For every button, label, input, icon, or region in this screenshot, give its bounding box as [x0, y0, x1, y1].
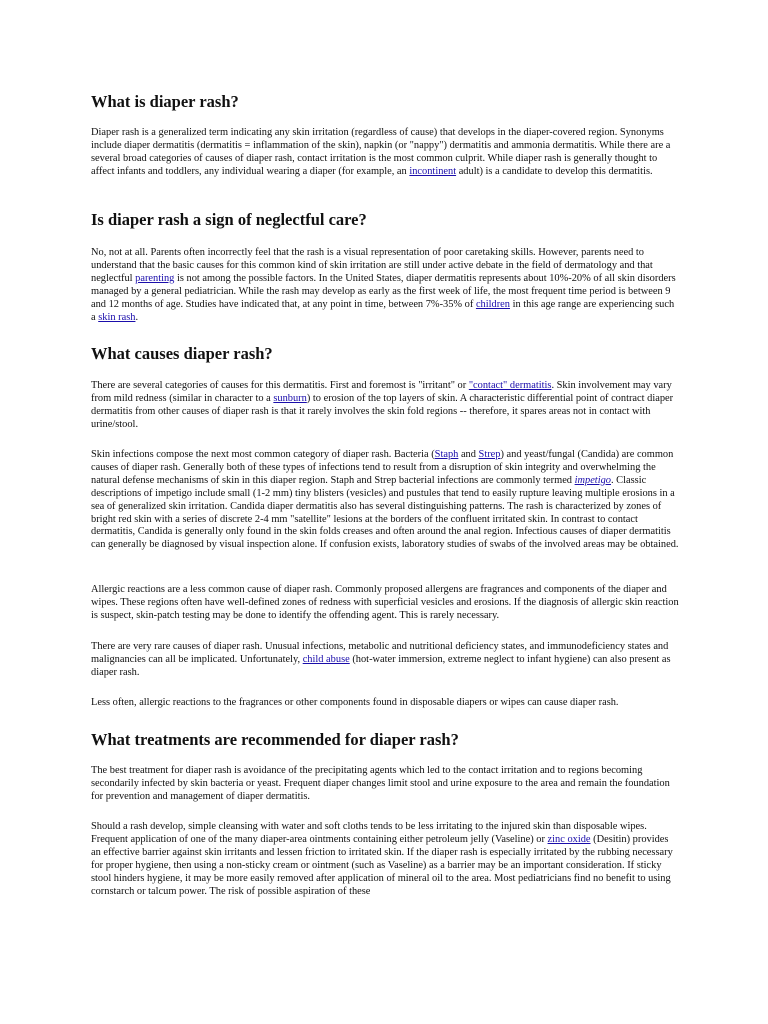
- paragraph-text: Skin infections compose the next most common category of diaper rash. Bacteria (: [91, 449, 435, 460]
- paragraph-text: . Classic descriptions of impetigo include small (1-2 mm) tiny blisters (vesicles) and pustules that tend to easily rupture leaving multiple erosions in a sea of generalized skin irritation. Candida diaper dermatitis also has several distinguishing patterns. The rash is characterized by zones of bright red skin with a series of discrete 2-4 mm "satellite" lesions at the borders of the confluent irritated skin. In contrast to contact dermatitis, Candida is generally only found in the skin folds creases and often around the anal region. Infectious causes of diaper dermatitis can generally be diagnosed by visual inspection alone. If confusion exists, laboratory studies of swabs of the involved areas may be obtained.: [91, 474, 679, 551]
- link-sunburn[interactable]: sunburn: [273, 392, 307, 404]
- paragraph-text: (Desitin) provides an effective barrier against skin irritants and lessen friction to irritated skin. If the diaper rash is especially irritated by the rubbing necessary for proper hygiene, then using a non-sticky cream or ointment (such as Vaseline) as a barrier may be an important consideration. If sticky stool hinders hygiene, it may be more easily removed after application of mineral oil to the area. Most pediatricians find no benefit to using cornstarch or talcum power. The risk of possible aspiration of these: [91, 833, 676, 897]
- paragraph-neglect: [91, 247, 679, 324]
- paragraph-text: The best treatment for diaper rash is avoidance of the precipitating agents which led to the contact irritation and to regions becoming secondarily infected by skin bacteria or yeast. Frequent diaper changes limit stool and urine exposure to the area and remain the foundation for prevention and management of diaper dermatitis.: [91, 765, 670, 802]
- paragraph-allergic-reactions: [91, 584, 679, 623]
- paragraph-text: There are very rare causes of diaper rash. Unusual infections, metabolic and nutritional deficiency states, and immunodeficiency states and malignancies can all be implicated. Unfortunately,: [91, 641, 671, 665]
- heading-what-is-diaper-rash: [91, 92, 679, 112]
- paragraph-text: and: [458, 449, 479, 460]
- link-staph[interactable]: Staph: [434, 449, 459, 460]
- paragraph-skin-infections: [91, 449, 679, 552]
- link-children[interactable]: children: [475, 298, 510, 310]
- paragraph-text: No, not at all. Parents often incorrectly feel that the rash is a visual representation of poor caretaking skills. However, parents need to understand that the basic causes for this common kind of skin irritation are still under active debate in the field of dermatology and that neglectful: [91, 247, 656, 284]
- paragraph-contact-dermatitis: [91, 380, 679, 432]
- link-incontinent[interactable]: incontinent: [409, 165, 457, 177]
- paragraph-text: .: [135, 311, 139, 323]
- paragraph-text: . Skin involvement may vary from mild redness (similar in character to a: [91, 380, 675, 404]
- link-child-abuse[interactable]: child abuse: [302, 653, 350, 665]
- paragraph-best-treatment: [91, 765, 679, 804]
- paragraph-text: adult) is a candidate to develop this dermatitis.: [456, 165, 653, 177]
- link-skin-rash[interactable]: skin rash: [98, 311, 136, 323]
- paragraph-text: Allergic reactions are a less common cause of diaper rash. Commonly proposed allergens are fragrances and components of the diaper and wipes. These regions often have well-defined zones of redness with superficial vesicles and erosions. If the diagnosis of allergic skin reaction is suspect, skin-patch testing may be done to identify the offending agent. This is rarely necessary.: [91, 584, 679, 621]
- paragraph-rash-care: [91, 821, 679, 898]
- heading-causes: [91, 344, 679, 364]
- paragraph-text: is not among the possible factors. In the United States, diaper dermatitis represents about 10%-20% of all skin disorders managed by a general pediatrician. While the rash may develop as early as the first week of life, the most frequent time period is between 9 and 12 months of age. Studies have indicated that, at any point in time, between 7%-35% of: [91, 272, 679, 310]
- heading-neglectful-care: [91, 210, 679, 230]
- paragraph-text: Less often, allergic reactions to the fragrances or other components found in disposable diapers or wipes can cause diaper rash.: [91, 697, 619, 708]
- paragraph-text: in this age range are experiencing such a: [91, 298, 677, 323]
- paragraph-text: ) and yeast/fungal (Candida) are common causes of diaper rash. Generally both of these types of infections tend to result from a disruption of skin integrity and overwhelming the natural defense mechanisms of skin in this diaper region. Staph and Strep bacterial infections are commonly termed: [91, 449, 676, 486]
- link-parenting[interactable]: parenting: [135, 272, 175, 284]
- link-strep[interactable]: Strep: [478, 449, 501, 460]
- section-heading: What causes diaper rash?: [91, 344, 273, 363]
- heading-treatments: [91, 730, 679, 750]
- paragraph-text: (hot-water immersion, extreme neglect to infant hygiene) can also present as diaper rash.: [91, 653, 674, 678]
- paragraph-text: ) to erosion of the top layers of skin. A characteristic differential point of contract diaper dermatitis from other causes of diaper rash is that it rarely involves the skin fold regions -- therefore, it spares areas not in contact with urine/stool.: [91, 392, 676, 430]
- section-heading: What is diaper rash?: [91, 92, 239, 111]
- section-heading: What treatments are recommended for diaper rash?: [91, 730, 459, 749]
- paragraph-rare-causes: [91, 641, 679, 680]
- paragraph-text: There are several categories of causes for this dermatitis. First and foremost is "irritant" or: [91, 380, 469, 391]
- link-impetigo[interactable]: impetigo: [574, 474, 611, 486]
- paragraph-definition: [91, 127, 679, 179]
- paragraph-fragrances: [91, 697, 679, 710]
- link-zinc-oxide[interactable]: zinc oxide: [547, 833, 591, 845]
- section-heading: Is diaper rash a sign of neglectful care?: [91, 210, 367, 229]
- paragraph-text: Diaper rash is a generalized term indicating any skin irritation (regardless of cause) that develops in the diaper-covered region. Synonyms include diaper dermatitis (dermatitis = inflammation of the skin), napkin (or "nappy") dermatitis and ammonia dermatitis. While there are a several broad categories of causes of diaper rash, contact irritation is the most common culprit. While diaper rash is generally thought to affect infants and toddlers, any individual wearing a diaper (for example, an: [91, 127, 674, 177]
- link-contact-dermatitis[interactable]: "contact" dermatitis: [468, 380, 552, 391]
- paragraph-text: Should a rash develop, simple cleansing with water and soft cloths tends to be less irritating to the injured skin than disposable wipes. Frequent application of one of the many diaper-area ointments containing either petroleum jelly (Vaseline) or: [91, 821, 650, 845]
